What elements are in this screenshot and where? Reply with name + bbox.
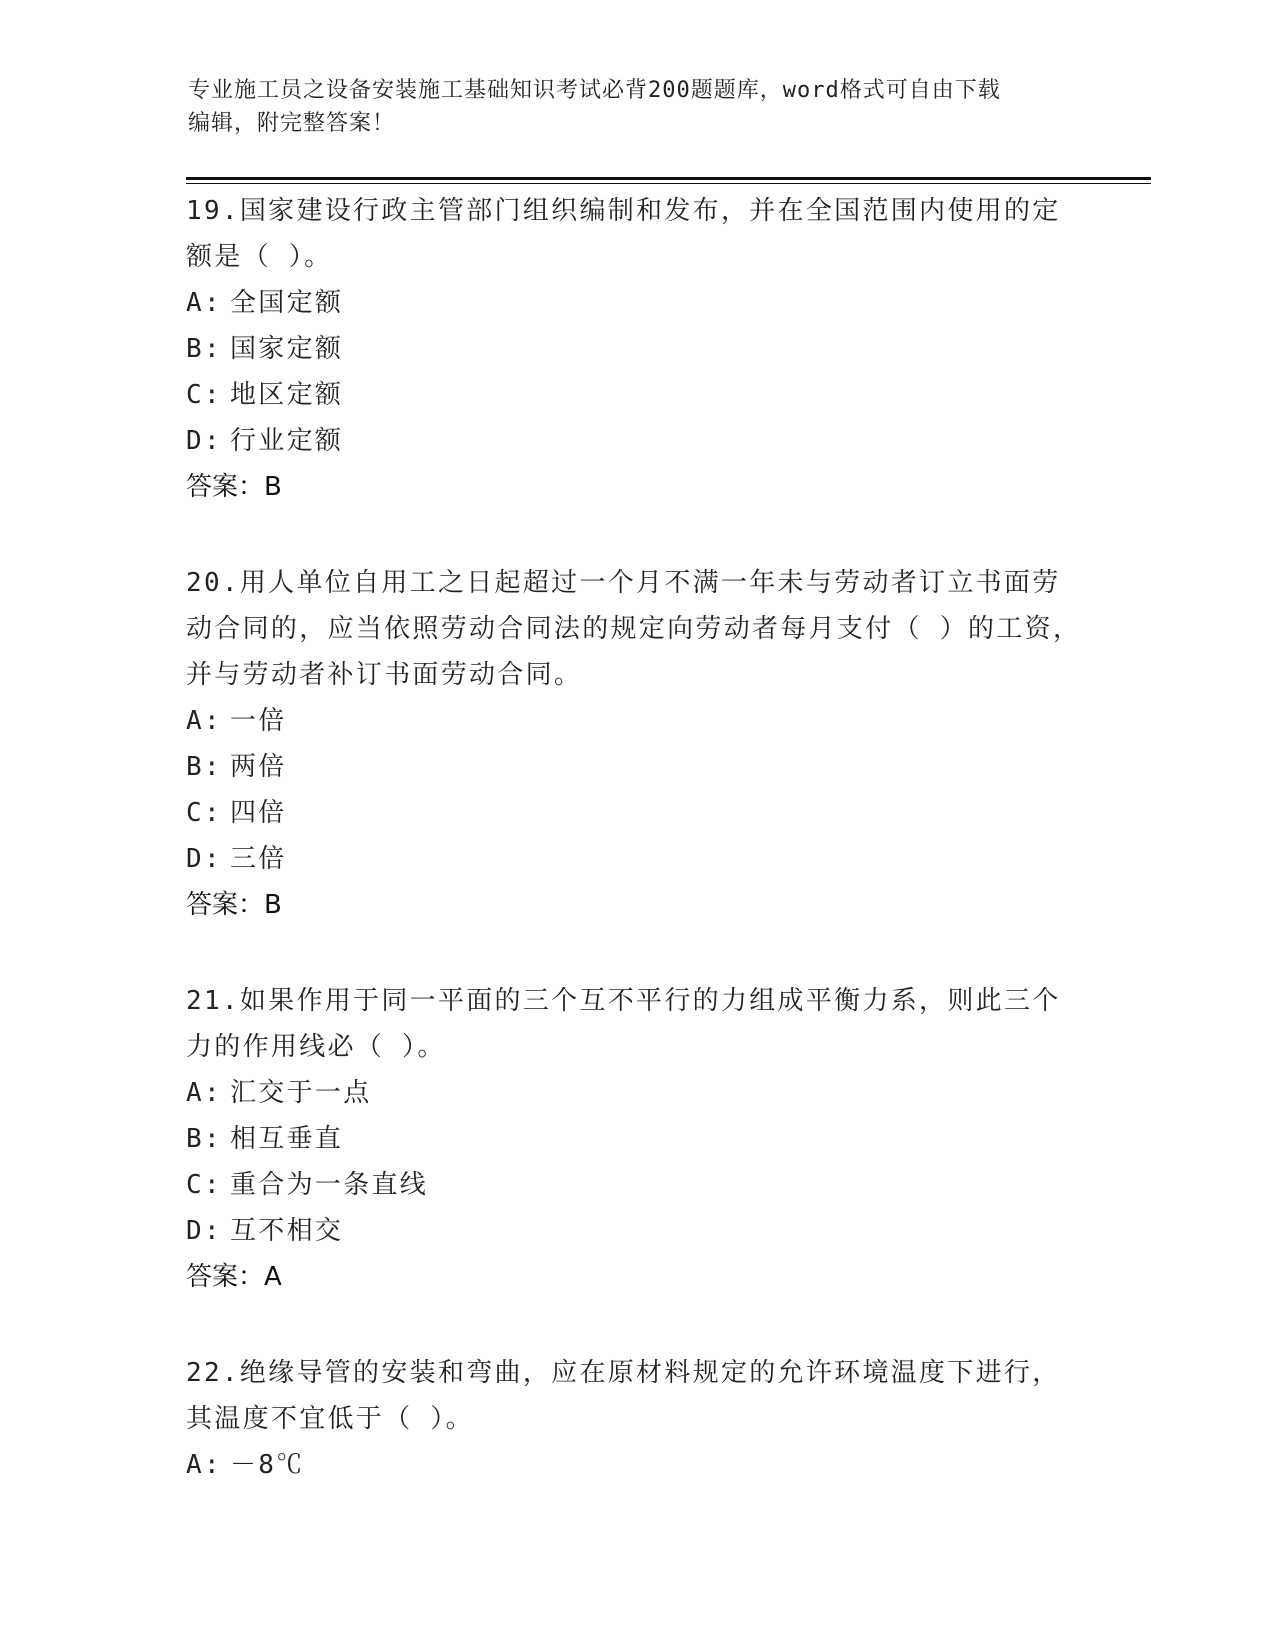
option-a (186, 1070, 1086, 1116)
option-text: 地区定额 (230, 380, 344, 410)
option-text: 行业定额 (230, 426, 344, 456)
option-a (186, 1442, 1086, 1488)
question-22 (186, 1350, 1086, 1488)
option-key: B: (186, 752, 222, 782)
answer-label: 答案：B (186, 890, 282, 920)
option-key: A: (186, 706, 222, 736)
option-key: D: (186, 1216, 222, 1246)
header-line-1: 专业施工员之设备安装施工基础知识考试必背200题题库，word格式可自由下载 (188, 78, 1001, 103)
option-d (186, 1208, 1086, 1254)
option-text: 重合为一条直线 (230, 1170, 429, 1200)
option-a (186, 698, 1086, 744)
option-key: C: (186, 1170, 222, 1200)
option-c (186, 372, 1086, 418)
answer-label: 答案：A (186, 1262, 282, 1292)
question-text: 20.用人单位自用工之日起超过一个月不满一年未与劳动者订立书面劳动合同的，应当依照劳动合同法的规定向劳动者每月支付（ ）的工资，并与劳动者补订书面劳动合同。 (186, 568, 1082, 690)
option-b (186, 326, 1086, 372)
question-21 (186, 978, 1086, 1300)
option-key: B: (186, 1124, 222, 1154)
option-text: 三倍 (230, 844, 287, 874)
option-text: 相互垂直 (230, 1124, 344, 1154)
option-key: A: (186, 288, 222, 318)
option-b (186, 1116, 1086, 1162)
option-a (186, 280, 1086, 326)
option-text: 互不相交 (230, 1216, 344, 1246)
option-text: 一倍 (230, 706, 287, 736)
option-b (186, 744, 1086, 790)
answer-label: 答案：B (186, 472, 282, 502)
option-key: B: (186, 334, 222, 364)
option-text: 全国定额 (230, 288, 344, 318)
option-text: 两倍 (230, 752, 287, 782)
option-text: 国家定额 (230, 334, 344, 364)
option-key: C: (186, 798, 222, 828)
option-text: 汇交于一点 (230, 1078, 372, 1108)
header-divider-thick (186, 177, 1151, 180)
option-text: －8℃ (230, 1450, 305, 1480)
option-d (186, 836, 1086, 882)
header-line-2: 编辑，附完整答案！ (188, 111, 396, 136)
question-text: 19.国家建设行政主管部门组织编制和发布，并在全国范围内使用的定额是（ ）。 (186, 196, 1061, 272)
document-header (188, 74, 1068, 140)
option-key: D: (186, 844, 222, 874)
option-key: D: (186, 426, 222, 456)
option-c (186, 1162, 1086, 1208)
header-divider-thin (186, 183, 1151, 184)
question-list (186, 188, 1086, 1488)
option-key: A: (186, 1450, 222, 1480)
question-text: 22.绝缘导管的安装和弯曲，应在原材料规定的允许环境温度下进行，其温度不宜低于（ ）。 (186, 1358, 1061, 1434)
option-key: C: (186, 380, 222, 410)
option-c (186, 790, 1086, 836)
question-19 (186, 188, 1086, 510)
option-text: 四倍 (230, 798, 287, 828)
option-key: A: (186, 1078, 222, 1108)
option-d (186, 418, 1086, 464)
question-20 (186, 560, 1086, 928)
question-text: 21.如果作用于同一平面的三个互不平行的力组成平衡力系，则此三个力的作用线必（ ）。 (186, 986, 1061, 1062)
